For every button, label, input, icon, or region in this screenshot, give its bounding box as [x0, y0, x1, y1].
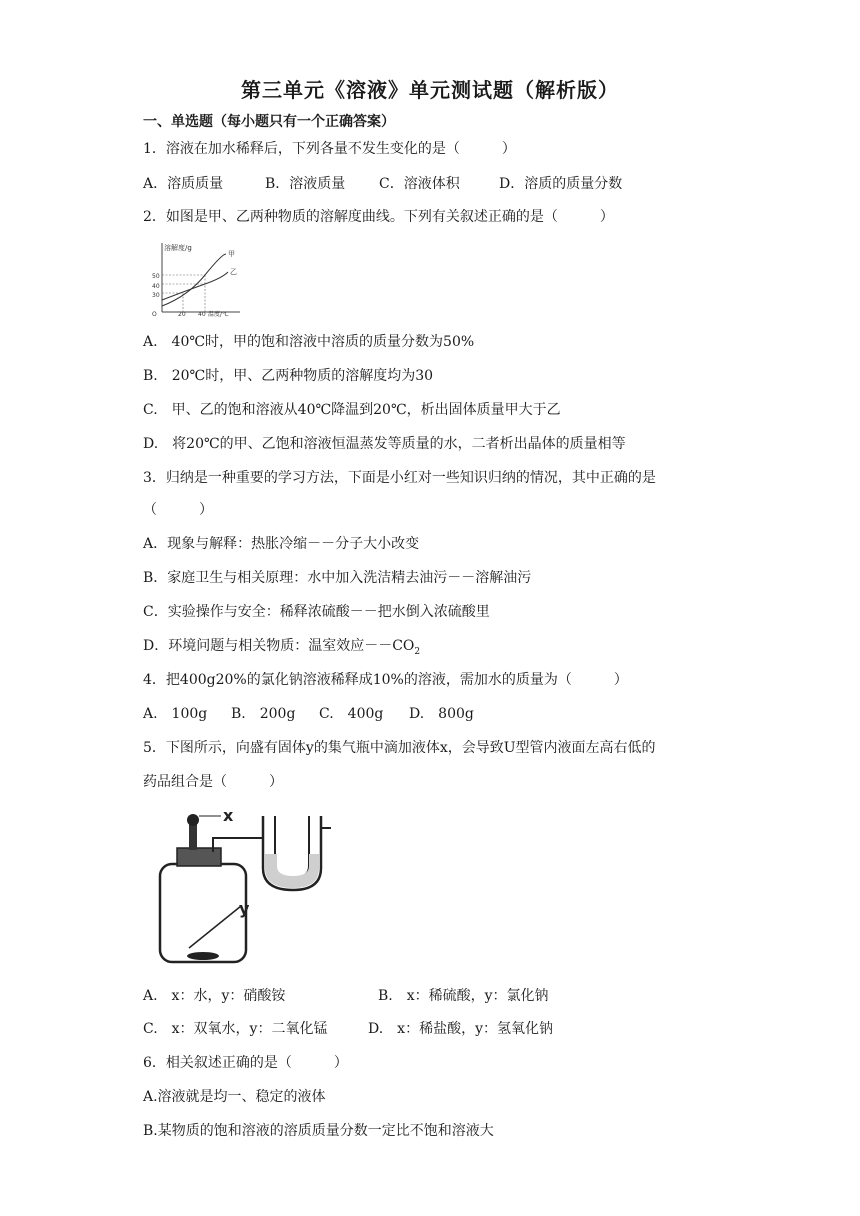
- q6-option-a: A.溶液就是均一、稳定的液体: [143, 1089, 326, 1105]
- u-tube-liquid: [265, 854, 319, 888]
- q2-option-b: B. 20℃时，甲、乙两种物质的溶解度均为30: [143, 368, 434, 384]
- apparatus-figure: [155, 808, 355, 968]
- q3-option-a: A．现象与解释：热胀冷缩－－分子大小改变: [143, 536, 420, 552]
- question-3-stem-cont: （ ）: [143, 502, 213, 518]
- label-y: y: [239, 899, 250, 918]
- question-1-stem: 1．溶液在加水稀释后，下列各量不发生变化的是（ ）: [143, 141, 516, 157]
- q2-option-d: D. 将20℃的甲、乙饱和溶液恒温蒸发等质量的水，二者析出晶体的质量相等: [143, 436, 626, 452]
- q1-option-a: A．溶质质量: [143, 176, 224, 192]
- series-label-yi: 乙: [230, 268, 237, 276]
- label-x: x: [223, 808, 234, 825]
- q5-option-b: B. x：稀硫酸，y：氯化钠: [378, 988, 549, 1004]
- dropper-bulb: [187, 814, 199, 826]
- q2-option-a: A. 40℃时，甲的饱和溶液中溶质的质量分数为50%: [143, 334, 475, 350]
- q1-option-b: B．溶液质量: [265, 176, 346, 192]
- y-tick-30: 30: [152, 292, 160, 299]
- question-4-options: [143, 705, 474, 723]
- question-3-stem: 3．归纳是一种重要的学习方法，下面是小红对一些知识归纳的情况，其中正确的是: [143, 470, 656, 486]
- co2-subscript: 2: [414, 646, 421, 657]
- q6-option-b: B.某物质的饱和溶液的溶质质量分数一定比不饱和溶液大: [143, 1123, 494, 1139]
- x-axis-label: 温度/℃: [208, 311, 229, 318]
- y-tick-50: 50: [152, 273, 160, 280]
- q5-option-a: A. x：水，y：硝酸铵: [143, 988, 286, 1004]
- q4-option-c: C. 400g: [319, 706, 384, 722]
- q4-option-b: B. 200g: [231, 706, 296, 722]
- curve-jia: [162, 254, 226, 306]
- question-5-stem-cont: 药品组合是（ ）: [143, 774, 283, 790]
- question-2-stem: 2．如图是甲、乙两种物质的溶解度曲线。下列有关叙述正确的是（ ）: [143, 209, 614, 225]
- question-4-stem: 4．把400g20%的氯化钠溶液稀释成10%的溶液，需加水的质量为（ ）: [143, 672, 628, 688]
- origin-label: O: [152, 311, 157, 318]
- dropper: [189, 822, 197, 850]
- x-tick-40: 40: [198, 311, 206, 318]
- q5-option-c: C. x：双氧水，y：二氧化锰: [143, 1021, 328, 1037]
- q5-option-d: D. x：稀盐酸，y：氢氧化钠: [368, 1021, 553, 1037]
- series-label-jia: 甲: [228, 250, 235, 258]
- q2-option-c: C. 甲、乙的饱和溶液从40℃降温到20℃，析出固体质量甲大于乙: [143, 402, 561, 418]
- q4-option-d: D. 800g: [409, 706, 474, 722]
- question-5-stem: 5．下图所示，向盛有固体y的集气瓶中滴加液体x，会导致U型管内液面左高右低的: [143, 740, 656, 756]
- label-line-y: [189, 906, 241, 948]
- solid-y: [187, 952, 219, 960]
- question-5-options-row1: [143, 987, 549, 1005]
- question-1-options: [143, 175, 622, 193]
- q3-option-d-text: D．环境问题与相关物质：温室效应－－CO: [143, 638, 415, 654]
- q3-option-c: C．实验操作与安全：稀释浓硫酸－－把水倒入浓硫酸里: [143, 604, 490, 620]
- stopper: [177, 848, 221, 866]
- q4-option-a: A. 100g: [143, 706, 208, 722]
- q3-option-d: [143, 637, 420, 661]
- question-5-options-row2: [143, 1020, 553, 1038]
- y-axis-label: 溶解度/g: [164, 244, 192, 252]
- x-tick-20: 20: [178, 311, 186, 318]
- question-6-stem: 6．相关叙述正确的是（ ）: [143, 1055, 348, 1071]
- solubility-curve-figure: [148, 238, 244, 318]
- section-heading: 一、单选题（每小题只有一个正确答案）: [143, 114, 395, 130]
- y-tick-40: 40: [152, 283, 160, 290]
- q1-option-d: D．溶质的质量分数: [499, 176, 623, 192]
- q1-option-c: C．溶液体积: [379, 176, 460, 192]
- u-tube-inner: [275, 816, 309, 878]
- q3-option-b: B．家庭卫生与相关原理：水中加入洗洁精去油污－－溶解油污: [143, 570, 532, 586]
- page-title: 第三单元《溶液》单元测试题（解析版）: [241, 78, 619, 102]
